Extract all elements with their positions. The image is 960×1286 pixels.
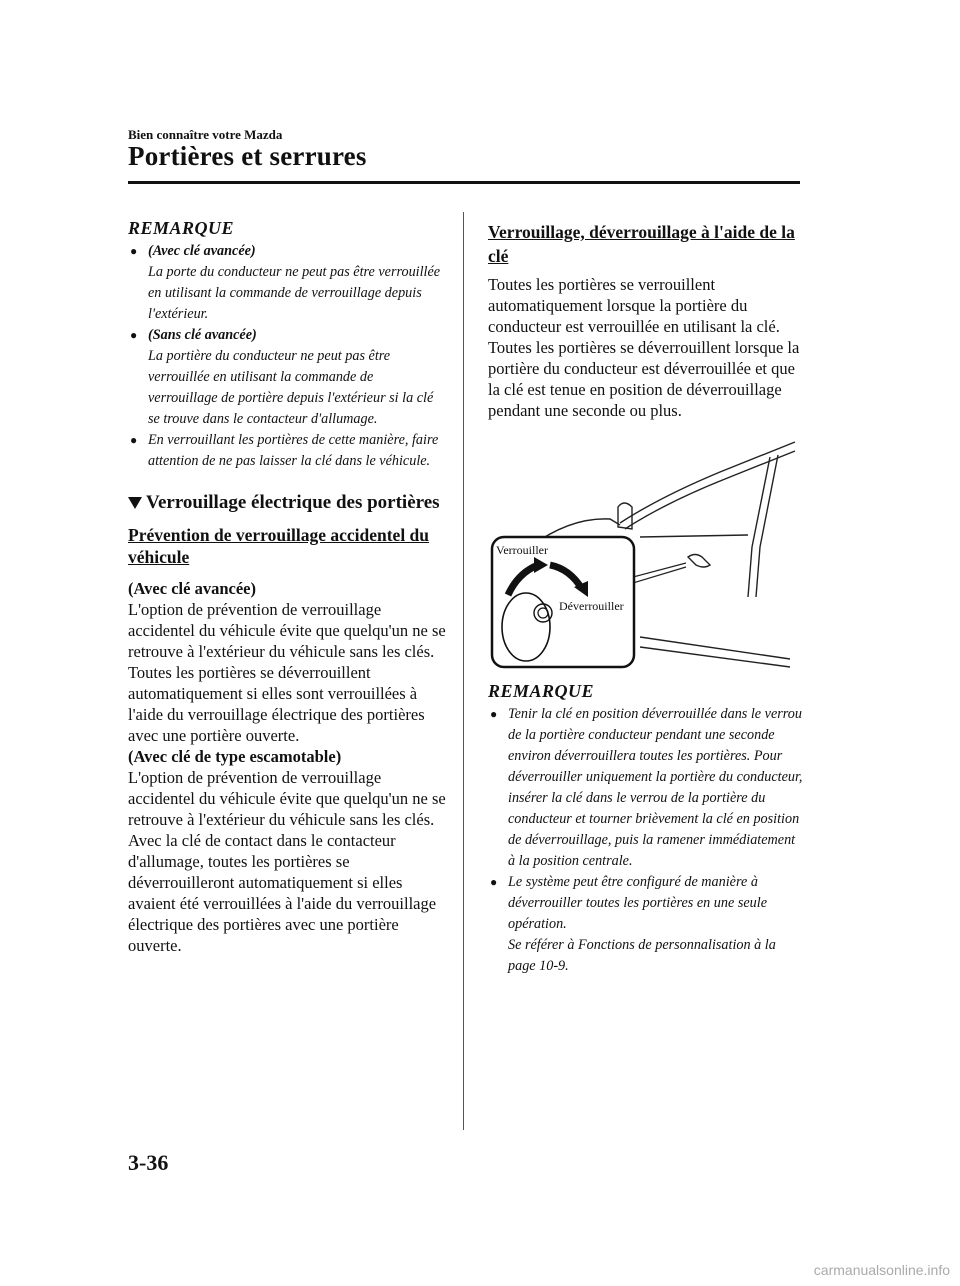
note-heading: (Avec clé avancée) <box>148 243 256 259</box>
note-text: La portière du conducteur ne peut pas être verrouillée en utilisant la commande de verrouillage de portière depuis l'extérieur si la clé se trouve dans le contacteur d'allumage. <box>148 348 434 427</box>
bullet-icon: ● <box>130 328 138 342</box>
note-text: Tenir la clé en position déverrouillée dans le verrou de la portière conducteur pendant une seconde environ déverrouillera toutes les portières. Pour déverrouiller uniquement la portière du conducteur, insérer la clé dans le verrou de la portière du conducteur et tourner brièvement la clé en position de déverrouillage, puis la ramener immédiatement à la position centrale. <box>508 706 803 869</box>
label-retractable-key: (Avec clé de type escamotable) <box>128 747 342 766</box>
left-notes-list <box>128 241 446 472</box>
section-heading <box>128 492 446 514</box>
note-item <box>128 241 446 325</box>
unlock-label: Déverrouiller <box>559 599 624 613</box>
note-text: Le système peut être configuré de manière à déverrouiller toutes les portières en une seule opération. <box>508 874 767 932</box>
bullet-icon: ● <box>130 433 138 447</box>
bullet-icon: ● <box>490 707 498 721</box>
right-column <box>488 218 803 977</box>
left-column <box>128 218 446 956</box>
note-item <box>128 430 446 472</box>
note-item <box>128 325 446 430</box>
note-item <box>488 872 803 977</box>
paragraph: L'option de prévention de verrouillage accidentel du véhicule évite que quelqu'un ne se retrouve à l'extérieur du véhicule sans les clés. Toutes les portières se déverrouillent automatiquement si elles sont verrouillées à l'aide du verrouillage électrique des portières avec une portière ouverte. <box>128 600 446 745</box>
door-lock-figure <box>490 437 800 677</box>
lock-label: Verrouiller <box>496 543 548 557</box>
remarque-title: REMARQUE <box>128 218 235 238</box>
title-rule <box>128 181 800 184</box>
right-notes-list <box>488 704 803 977</box>
bullet-icon: ● <box>490 875 498 889</box>
label-advanced-key: (Avec clé avancée) <box>128 579 256 598</box>
page-title: Portières et serrures <box>128 141 367 171</box>
subheading: Verrouillage, déverrouillage à l'aide de la clé <box>488 222 795 266</box>
note-item <box>488 704 803 872</box>
bullet-icon: ● <box>130 244 138 258</box>
paragraph: L'option de prévention de verrouillage accidentel du véhicule évite que quelqu'un ne se retrouve à l'extérieur du véhicule sans les clés. Avec la clé de contact dans le contacteur d'allumage, toutes les portières se déverrouilleront automatiquement si elles avaient été verrouillées à l'aide du verrouillage électrique des portières avec une portière ouverte. <box>128 768 446 955</box>
paragraph: Toutes les portières se verrouillent automatiquement lorsque la portière du conducteur est verrouillée en utilisant la clé. Toutes les portières se déverrouillent lorsque la portière du conducteur est déverrouillée et que la clé est tenue en position de déverrouillage pendant une seconde ou plus. <box>488 275 800 420</box>
triangle-down-icon <box>128 497 142 509</box>
note-text: En verrouillant les portières de cette manière, faire attention de ne pas laisser la clé dans le véhicule. <box>148 432 439 469</box>
page-number: 3-36 <box>128 1150 169 1175</box>
remarque-title: REMARQUE <box>488 681 595 701</box>
note-text: La porte du conducteur ne peut pas être verrouillée en utilisant la commande de verrouillage depuis l'extérieur. <box>148 264 441 322</box>
note-heading: (Sans clé avancée) <box>148 327 257 343</box>
section-label: Bien connaître votre Mazda <box>128 127 283 142</box>
section-heading-text: Verrouillage électrique des portières <box>146 492 440 513</box>
page-reference: Se référer à Fonctions de personnalisation à la page 10-9. <box>508 937 776 974</box>
watermark: carmanualsonline.info <box>813 1262 950 1278</box>
column-divider <box>463 212 464 1130</box>
subheading: Prévention de verrouillage accidentel du véhicule <box>128 525 430 567</box>
